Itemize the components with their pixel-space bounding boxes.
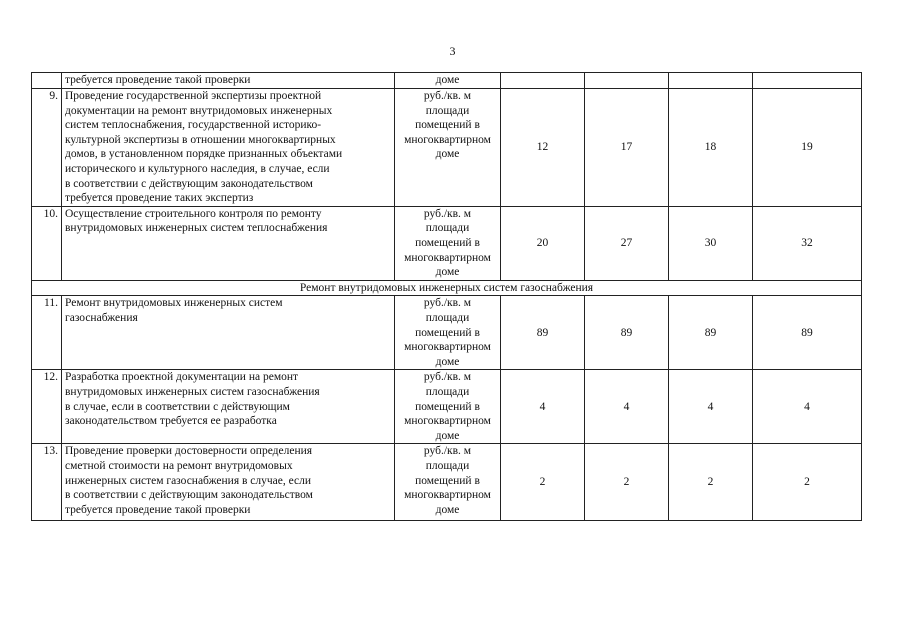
rate-value-2: 27 (585, 206, 669, 280)
work-description: Разработка проектной документации на ремонт внутридомовых инженерных систем газоснабжения в случае, если в соответствии с действующим законодательством требуется ее разработка (62, 370, 395, 444)
unit-of-measure: руб./кв. м площади помещений в многоквартирном доме (395, 89, 501, 207)
rates-table (31, 72, 862, 521)
table-row (32, 370, 862, 444)
rate-value-1: 4 (501, 370, 585, 444)
rate-value-1: 12 (501, 89, 585, 207)
unit-of-measure: руб./кв. м площади помещений в многоквартирном доме (395, 370, 501, 444)
row-number: 11. (32, 296, 62, 370)
section-heading: Ремонт внутридомовых инженерных систем газоснабжения (32, 280, 862, 296)
rate-value-3: 2 (669, 444, 753, 521)
table-row (32, 73, 862, 89)
rate-value-3 (669, 73, 753, 89)
row-number: 10. (32, 206, 62, 280)
row-number: 13. (32, 444, 62, 521)
rate-value-1: 89 (501, 296, 585, 370)
unit-of-measure: руб./кв. м площади помещений в многоквартирном доме (395, 444, 501, 521)
work-description: Осуществление строительного контроля по ремонту внутридомовых инженерных систем теплоснабжения (62, 206, 395, 280)
rate-value-4: 4 (753, 370, 862, 444)
row-number: 12. (32, 370, 62, 444)
rate-value-1 (501, 73, 585, 89)
rate-value-2: 89 (585, 296, 669, 370)
work-description: Проведение государственной экспертизы проектной документации на ремонт внутридомовых инженерных систем теплоснабжения, государственной историко- культурной экспертизы в отношении многоквартирных домов, в установленном порядке признанных объектами исторического и культурного наследия, в случае, если в соответствии с действующим законодательством требуется проведение таких экспертиз (62, 89, 395, 207)
rate-value-4: 32 (753, 206, 862, 280)
rate-value-4: 2 (753, 444, 862, 521)
rate-value-4: 89 (753, 296, 862, 370)
row-number: 9. (32, 89, 62, 207)
table-row (32, 444, 862, 521)
rate-value-1: 20 (501, 206, 585, 280)
rate-value-4: 19 (753, 89, 862, 207)
rate-value-3: 18 (669, 89, 753, 207)
table-row (32, 89, 862, 207)
table-row (32, 206, 862, 280)
section-row (32, 280, 862, 296)
work-description: Проведение проверки достоверности определения сметной стоимости на ремонт внутридомовых инженерных систем газоснабжения в случае, если в соответствии с действующим законодательством требуется проведение такой проверки (62, 444, 395, 521)
row-number (32, 73, 62, 89)
unit-of-measure: руб./кв. м площади помещений в многоквартирном доме (395, 206, 501, 280)
page-number: 3 (449, 44, 456, 58)
rate-value-3: 89 (669, 296, 753, 370)
table-row (32, 296, 862, 370)
rate-value-3: 30 (669, 206, 753, 280)
work-description: требуется проведение такой проверки (62, 73, 395, 89)
rate-value-3: 4 (669, 370, 753, 444)
rate-value-2: 4 (585, 370, 669, 444)
rate-value-1: 2 (501, 444, 585, 521)
rate-value-2: 2 (585, 444, 669, 521)
rate-value-2 (585, 73, 669, 89)
unit-of-measure: руб./кв. м площади помещений в многоквартирном доме (395, 296, 501, 370)
rate-value-2: 17 (585, 89, 669, 207)
work-description: Ремонт внутридомовых инженерных систем газоснабжения (62, 296, 395, 370)
rate-value-4 (753, 73, 862, 89)
unit-of-measure: доме (395, 73, 501, 89)
